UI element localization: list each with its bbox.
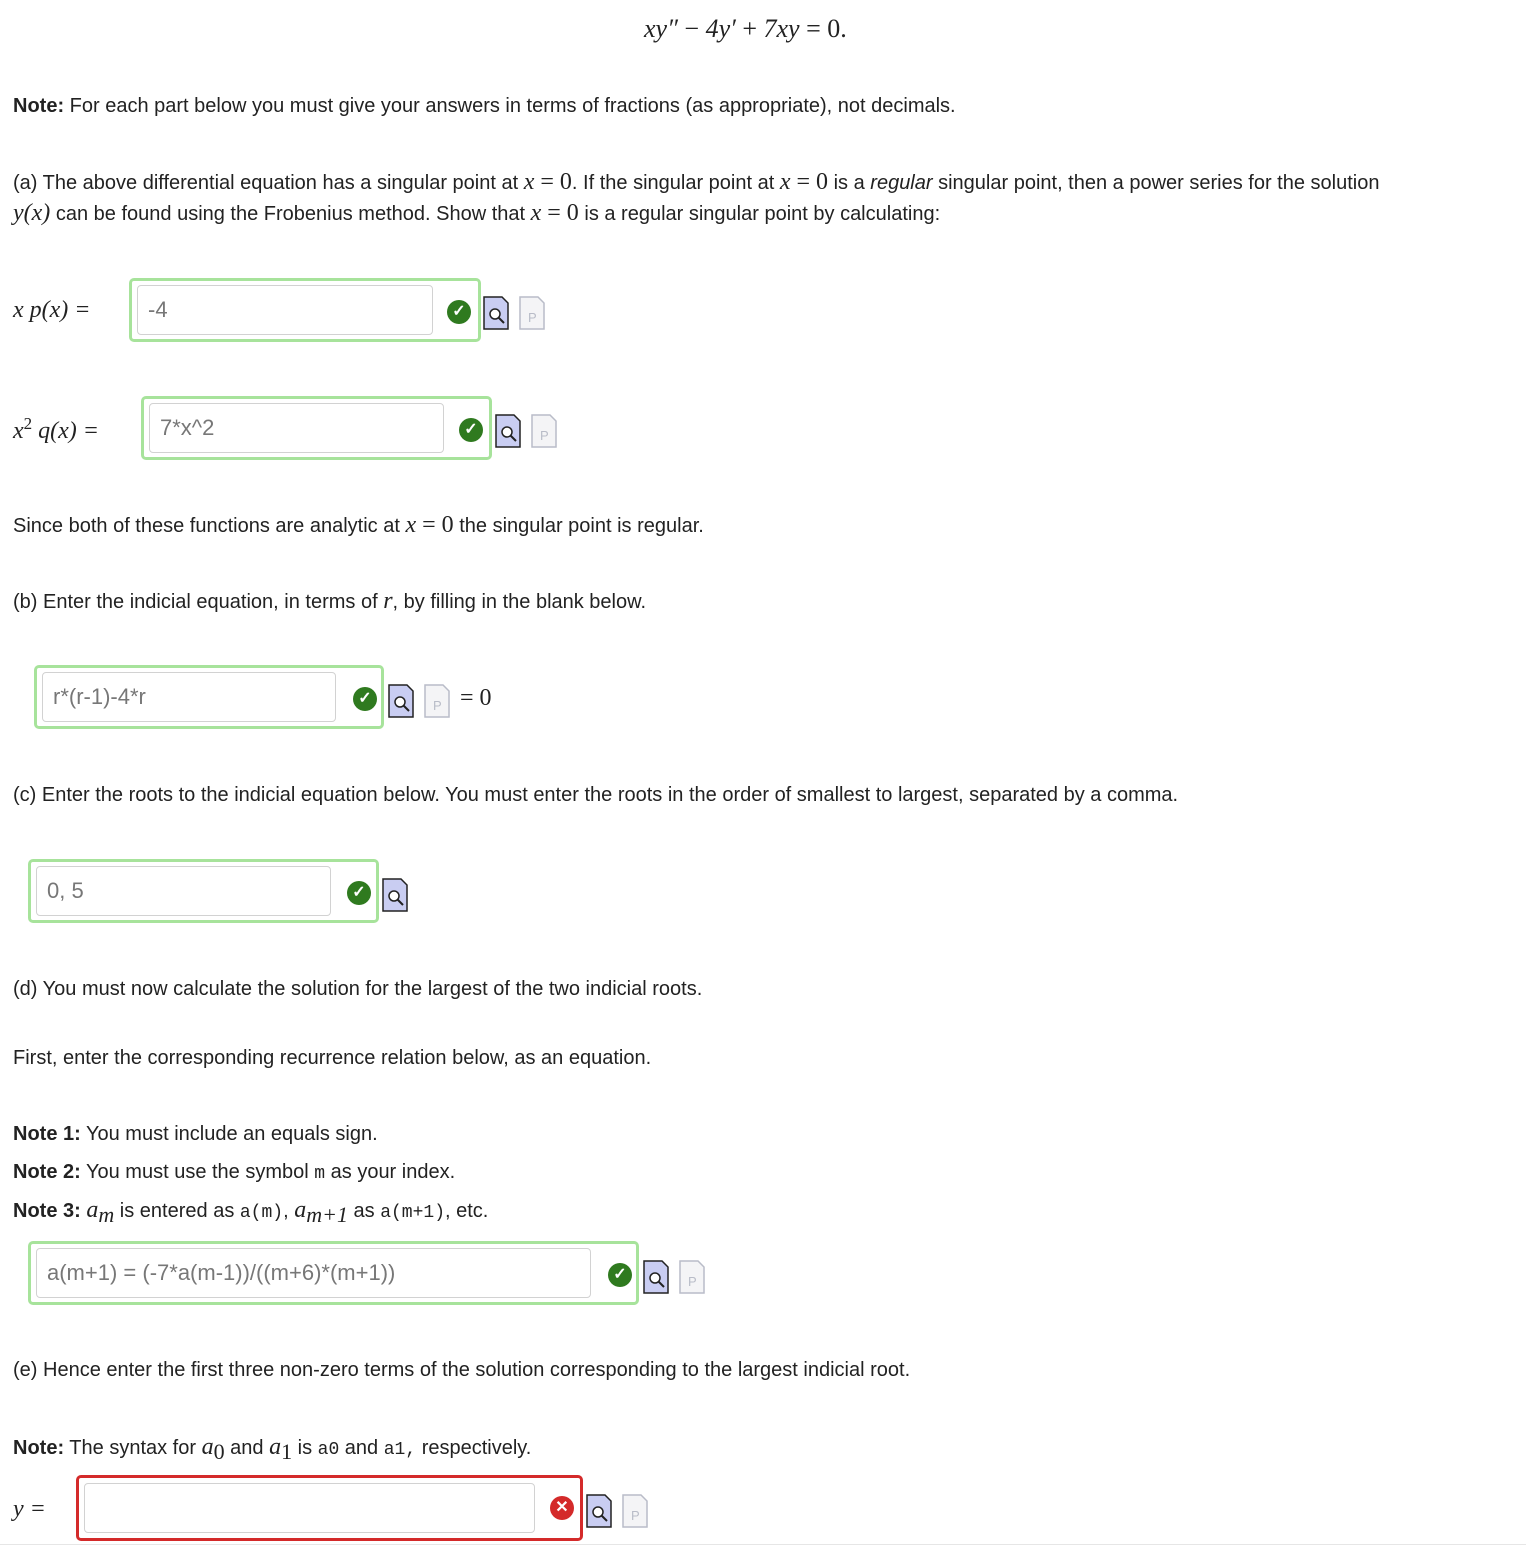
preview-icon[interactable]: [586, 1494, 612, 1528]
pg-help-icon[interactable]: [622, 1494, 648, 1528]
roots-answer-input[interactable]: 0, 5: [36, 866, 331, 916]
incorrect-x-icon: ✕: [550, 1496, 574, 1520]
pg-help-icon[interactable]: [531, 414, 557, 448]
recurrence-answer-input[interactable]: a(m+1) = (-7*a(m-1))/((m+6)*(m+1)): [36, 1248, 591, 1298]
solution-answer-input[interactable]: [84, 1483, 535, 1533]
part-a-text-line2: y(x) can be found using the Frobenius method. Show that x = 0 is a regular singular point by calculating:: [13, 200, 941, 226]
correct-check-icon: ✓: [459, 418, 483, 442]
svg-text:P: P: [540, 428, 549, 443]
preview-icon[interactable]: [388, 684, 414, 718]
pg-help-icon[interactable]: [424, 684, 450, 718]
svg-text:P: P: [688, 1274, 697, 1289]
svg-text:P: P: [433, 698, 442, 713]
divider: [0, 1544, 1526, 1545]
pg-help-icon[interactable]: [679, 1260, 705, 1294]
svg-text:P: P: [631, 1508, 640, 1523]
svg-text:P: P: [528, 310, 537, 325]
part-c-text: (c) Enter the roots to the indicial equation below. You must enter the roots in the order of smallest to largest, separated by a comma.: [13, 784, 1179, 806]
xp-label: x p(x) =: [13, 297, 91, 323]
correct-check-icon: ✓: [608, 1263, 632, 1287]
note-1: Note 1: You must include an equals sign.: [13, 1123, 378, 1145]
indicial-equals-zero: = 0: [460, 685, 492, 711]
part-d-text: (d) You must now calculate the solution for the largest of the two indicial roots.: [13, 978, 703, 1000]
part-b-text: (b) Enter the indicial equation, in terms of r, by filling in the blank below.: [13, 588, 647, 614]
syntax-note: Note: The syntax for $a_0$ and $a_1$ is a0 and a1, respectively.: [13, 1434, 532, 1464]
fractions-note: Note: For each part below you must give your answers in terms of fractions (as appropriate), not decimals.: [13, 95, 956, 117]
xp-answer-input[interactable]: -4: [137, 285, 433, 335]
preview-icon[interactable]: [382, 878, 408, 912]
indicial-answer-input[interactable]: r*(r-1)-4*r: [42, 672, 336, 722]
correct-check-icon: ✓: [347, 881, 371, 905]
correct-check-icon: ✓: [447, 300, 471, 324]
y-label: y =: [13, 1496, 46, 1522]
note-2: Note 2: You must use the symbol m as your index.: [13, 1161, 456, 1184]
preview-icon[interactable]: [643, 1260, 669, 1294]
x2q-label: $x^2$ q(x) =: [13, 414, 99, 444]
regular-point-conclusion: Since both of these functions are analytic at x = 0 the singular point is regular.: [13, 512, 704, 538]
note-3: Note 3: $a_m$ is entered as a(m), $a_{m+1}$ as a(m+1), etc.: [13, 1197, 489, 1227]
main-equation: xy″ − 4y′ + 7xy = 0.: [644, 14, 847, 43]
part-a-text-line1: (a) The above differential equation has a singular point at x = 0. If the singular point at x = 0 is a regular singular point, then a power series for the solution: [13, 169, 1380, 195]
recurrence-instruction: First, enter the corresponding recurrence relation below, as an equation.: [13, 1047, 652, 1069]
preview-icon[interactable]: [495, 414, 521, 448]
correct-check-icon: ✓: [353, 687, 377, 711]
part-e-text: (e) Hence enter the first three non-zero terms of the solution corresponding to the largest indicial root.: [13, 1359, 911, 1381]
x2q-answer-input[interactable]: 7*x^2: [149, 403, 444, 453]
preview-icon[interactable]: [483, 296, 509, 330]
pg-help-icon[interactable]: [519, 296, 545, 330]
